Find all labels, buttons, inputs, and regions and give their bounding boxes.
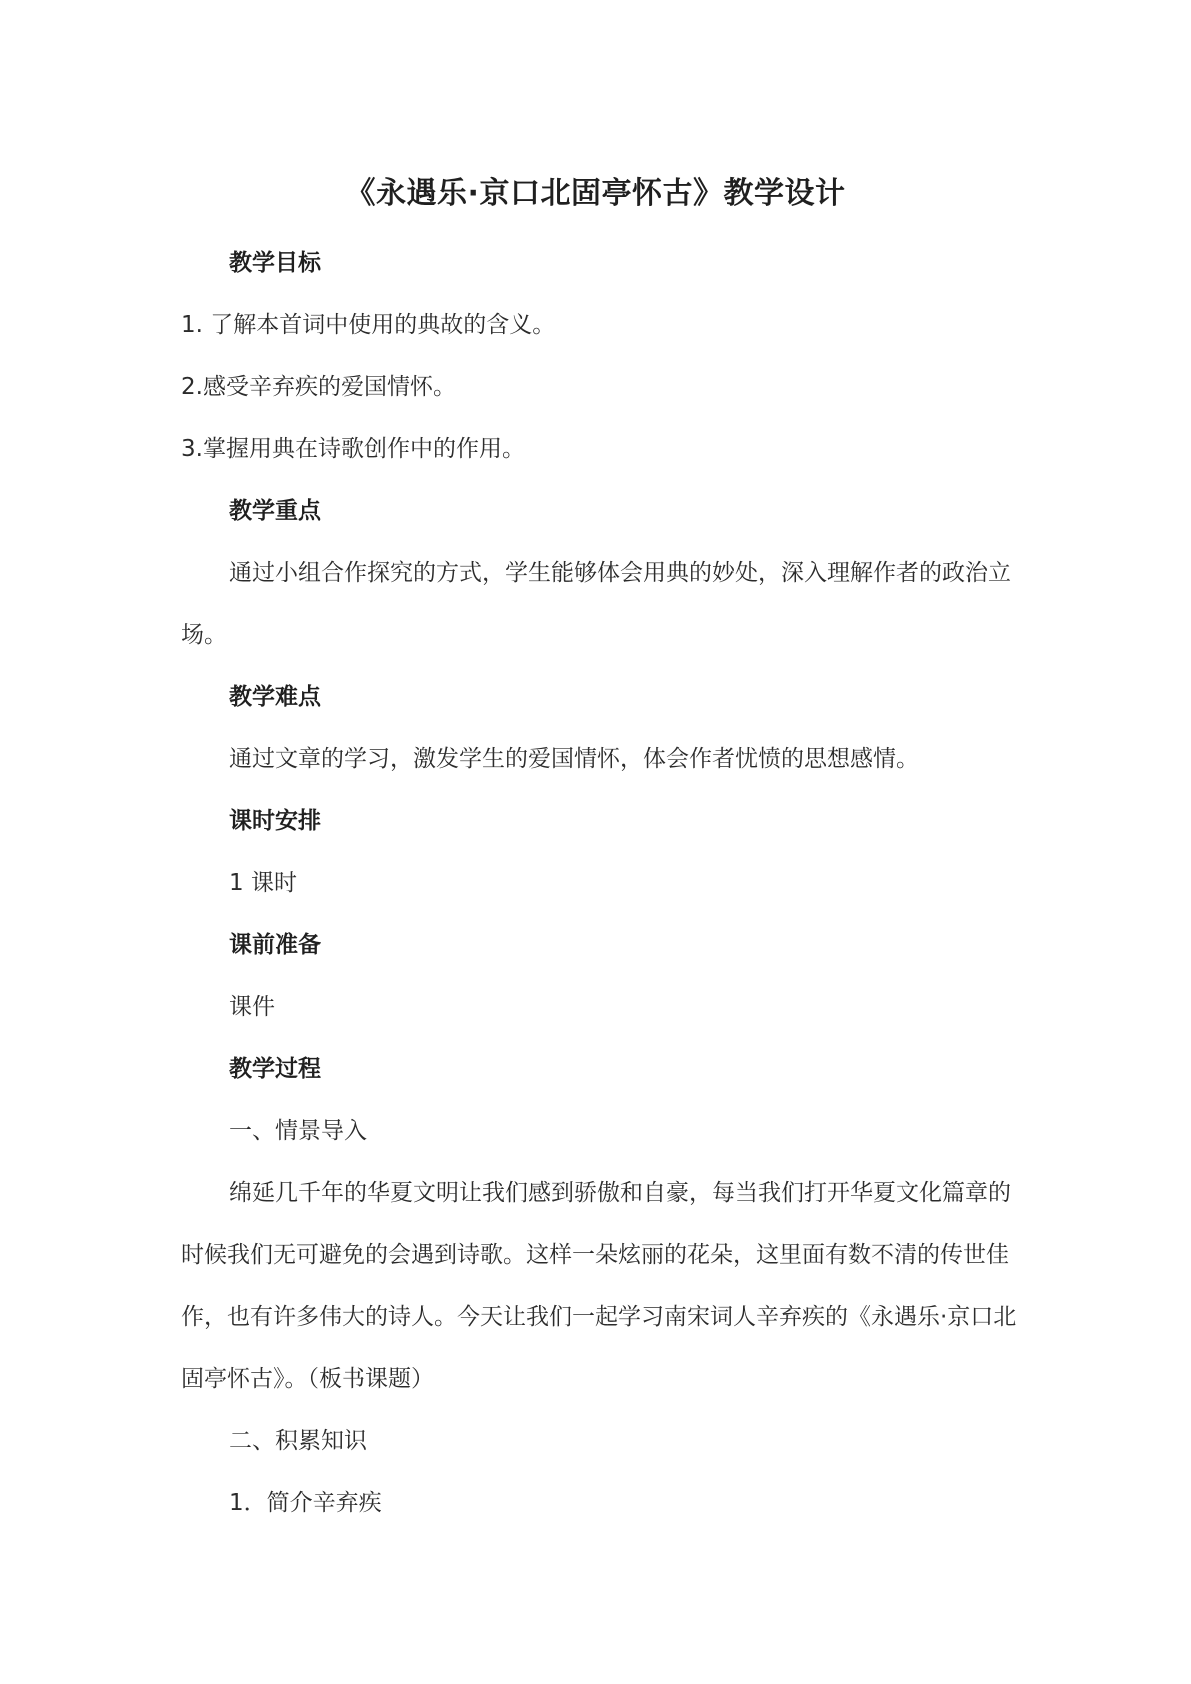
objective-item-2: 2.感受辛弃疾的爱国情怀。 <box>181 374 456 400</box>
difficulties-text: 通过文章的学习，激发学生的爱国情怀，体会作者忧愤的思想感情。 <box>229 746 919 772</box>
document-body <box>181 232 1021 1534</box>
preparation-heading: 课前准备 <box>229 932 321 958</box>
process-section2-title: 二、积累知识 <box>229 1428 367 1454</box>
process-section1-text: 绵延几千年的华夏文明让我们感到骄傲和自豪，每当我们打开华夏文化篇章的时候我们无可避免的会遇到诗歌。这样一朵炫丽的花朵，这里面有数不清的传世佳作，也有许多伟大的诗人。今天让我们一起学习南宋词人辛弃疾的《永遇乐·京口北固亭怀古》。（板书课题） <box>181 1180 1017 1392</box>
key-points-heading: 教学重点 <box>229 498 321 524</box>
difficulties-heading: 教学难点 <box>229 684 321 710</box>
process-section2-item1: 1．简介辛弃疾 <box>229 1490 382 1516</box>
schedule-text: 1 课时 <box>229 870 297 896</box>
objective-item-1: 1. 了解本首词中使用的典故的含义。 <box>181 312 556 338</box>
process-section1-title: 一、情景导入 <box>229 1118 367 1144</box>
preparation-text: 课件 <box>229 994 275 1020</box>
process-heading: 教学过程 <box>229 1056 321 1082</box>
objective-item-3: 3.掌握用典在诗歌创作中的作用。 <box>181 436 525 462</box>
schedule-heading: 课时安排 <box>229 808 321 834</box>
objectives-heading: 教学目标 <box>229 250 321 276</box>
document-title: 《永遇乐·京口北固亭怀古》教学设计 <box>345 176 846 211</box>
key-points-text: 通过小组合作探究的方式，学生能够体会用典的妙处，深入理解作者的政治立场。 <box>181 560 1011 648</box>
